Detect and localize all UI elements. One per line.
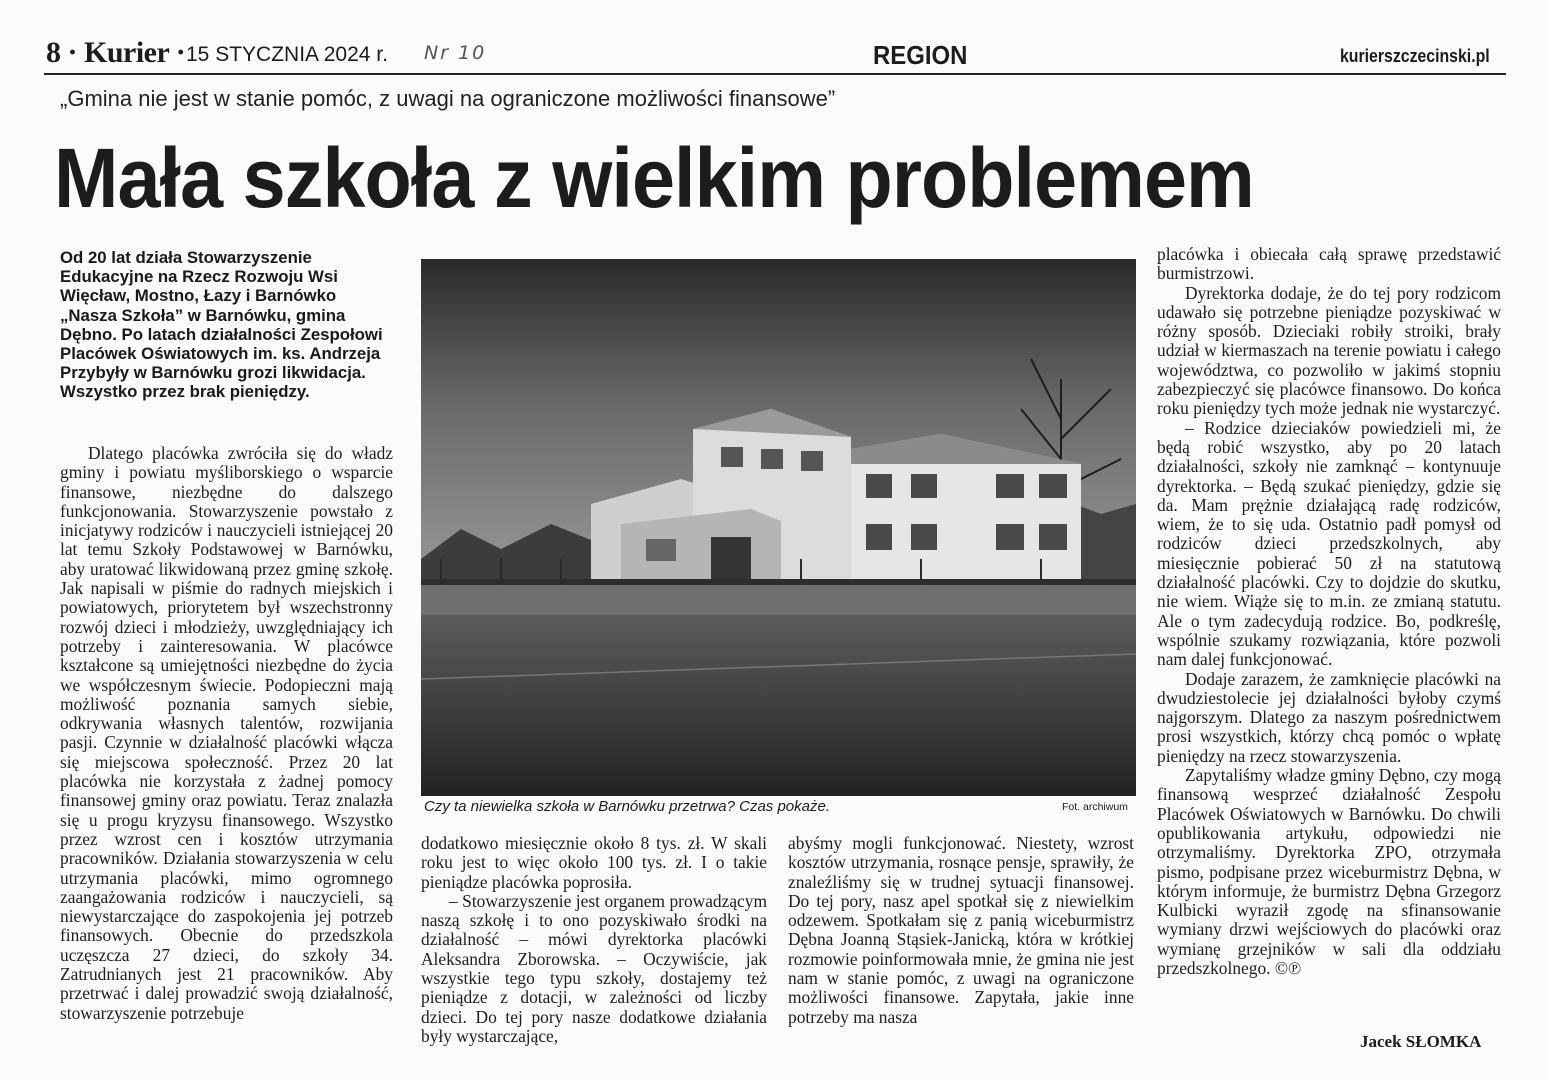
photo-credit: Fot. archiwum bbox=[1062, 801, 1128, 813]
kicker-quote: „Gmina nie jest w stanie pomóc, z uwagi na ograniczone możliwości finansowe” bbox=[60, 86, 836, 111]
page-number: 8 · Kurier · bbox=[46, 36, 186, 69]
column-4-paragraph: Zapytaliśmy władze gminy Dębno, czy mogą finansową wesprzeć działalność Zespołu Placówek Oświatowych w Barnówku. Do chwili opublikowania artykułu, odpowiedzi nie otrzymaliśmy. Dyrektorka ZPO, otrzymała pismo, podpisane przez wiceburmistrz Dębna, w którym informuje, że burmistrz Dębna Grzegorz Kulbicki wyraził zgodę na sfinansowanie wymiany drzwi wejściowych do placówki oraz wymianę grzejników w sali dla oddziału przedszkolnego. ©℗ bbox=[1157, 765, 1501, 978]
school-building-illustration bbox=[421, 259, 1136, 796]
column-4-paragraph: placówka i obiecała całą sprawę przedstawić burmistrzowi. bbox=[1157, 244, 1501, 284]
article-lead: Od 20 lat działa Stowarzyszenie Edukacyjne na Rzecz Rozwoju Wsi Więcław, Mostno, Łazy i Barnówko „Nasza Szkoła” w Barnówku, gmina Dębno. Po latach działalności Zespołowi Placówek Oświatowych im. ks. Andrzeja Przybyły w Barnówku grozi likwidacja. Wszystko przez brak pieniędzy. bbox=[60, 248, 383, 402]
photo-caption: Czy ta niewielka szkoła w Barnówku przetrwa? Czas pokaże. bbox=[424, 798, 831, 815]
school-photo bbox=[421, 259, 1136, 796]
header-rule bbox=[44, 73, 1506, 75]
column-2-paragraph: – Stowarzyszenie jest organem prowadzącym naszą szkołę i to ono pozyskiwało środki na działalność – mówi dyrektorka placówki Aleksandra Zborowska. – Oczywiście, jak wszystkie tego typu szkoły, dostajemy też pieniądze z dotacji, w zależności od liczby dzieci. Do tej pory nasze dodatkowe działania były wystarczające, bbox=[421, 890, 767, 1046]
column-4-paragraph: Dodaje zarazem, że zamknięcie placówki na dwudziestolecie jej działalności byłoby czymś najgorszym. Dlatego za naszym pośrednictwem prosi wszystkich, którzy chcą pomóc o wpłatę pieniędzy na rzecz stowarzyszenia. bbox=[1157, 668, 1501, 766]
column-2 bbox=[421, 834, 767, 1046]
column-4-paragraph: Dyrektorka dodaje, że do tej pory rodzicom udawało się potrzebne pieniądze pozyskiwać w różny sposób. Dzieciaki robiły stroiki, brały udział w kiermaszach na terenie powiatu i całego województwa, co pozwoliło w jakimś stopniu zabezpieczyć się placówce finansowo. Do końca roku pieniędzy tych może jednak nie wystarczyć. bbox=[1157, 282, 1501, 419]
headline: Mała szkoła z wielkim problemem bbox=[54, 131, 1254, 225]
column-1 bbox=[60, 444, 393, 1023]
column-4 bbox=[1157, 245, 1501, 978]
column-3-paragraph: abyśmy mogli funkcjonować. Niestety, wzrost kosztów utrzymania, rosnące pensje, sprawiły, że znaleźliśmy się w trudnej sytuacji finansowej. Do tej pory, nasz apel spotkał się z niewielkim odzewem. Spotkałam się z panią wiceburmistrz Dębna Joanną Stąsiek-Janicką, która w krótkiej rozmowie poinformowała mnie, że gmina nie jest nam w stanie pomóc, z uwagi na ograniczone możliwości finansowe. Zapytała, jakie inne potrzeby ma nasza bbox=[788, 833, 1134, 1027]
issue-date: 15 STYCZNIA 2024 r. bbox=[186, 43, 388, 66]
section-label: REGION bbox=[873, 40, 968, 70]
column-3 bbox=[788, 834, 1134, 1027]
author-signature: Jacek SŁOMKA bbox=[1360, 1032, 1482, 1051]
column-4-paragraph: – Rodzice dzieciaków powiedzieli mi, że będą robić wszystko, aby po 20 latach działalności, szkoły nie zamknąć – kontynuuje dyrektorka. – Będą szukać pieniędzy, gdzie się da. Mam prężnie działającą radę rodziców, wiem, że to się uda. Ostatnio padł pomysł od rodziców dzieci przedszkolnych, aby miesięcznie pobierać 50 zł na statutową działalność placówki. Czy to dojdzie do skutku, nie wiem. Wiąże się to m.in. ze zmianą statutu. Ale o tym zadecydują rodzice. Bo, podkreślę, wspólnie szukamy rozwiązania, które pozwoli nam dalej funkcjonować. bbox=[1157, 417, 1501, 670]
column-1-paragraph: Dlatego placówka zwróciła się do władz gminy i powiatu myśliborskiego o wsparcie finansowe, niezbędne do dalszego funkcjonowania. Stowarzyszenie powstało z inicjatywy rodziców i nauczycieli istniejącej 20 lat temu Szkoły Podstawowej w Barnówku, aby uratować likwidowaną przez gminę szkołę. Jak napisali w piśmie do radnych miejskich i powiatowych, priorytetem był wszechstronny rozwój dzieci i młodzieży, uwzględniający ich potrzeby i zainteresowania. W placówce kształcone są umiejętności niezbędne do życia we współczesnym świecie. Podopieczni mają możliwość poznania samych siebie, odkrywania własnych talentów, rozwijania pasji. Czynnie w działalność placówki włącza się miejscowa społeczność. Przez 20 lat placówka nie korzystała z żadnej pomocy finansowej gminy oraz powiatu. Teraz znalazła się u progu kryzysu finansowego. Wszystko przez wzrost cen i kosztów utrzymania pracowników. Działania stowarzyszenia w celu utrzymania placówki, mimo ogromnego zaangażowania rodziców i nauczycieli, są niewystarczające do zaspokojenia jej potrzeb finansowych. Obecnie do przedszkola uczęszcza 27 dzieci, do szkoły 34. Zatrudnianych jest 21 pracowników. Aby przetrwać i dalej prowadzić swoją działalność, stowarzyszenie potrzebuje bbox=[60, 443, 393, 1023]
handwritten-issue-note: Nr 10 bbox=[424, 42, 487, 64]
website-label: kurierszczecinski.pl bbox=[1340, 46, 1490, 66]
column-2-paragraph: dodatkowo miesięcznie około 8 tys. zł. W skali roku jest to więc około 100 tys. zł. I o takie pieniądze placówka poprosiła. bbox=[421, 833, 767, 892]
